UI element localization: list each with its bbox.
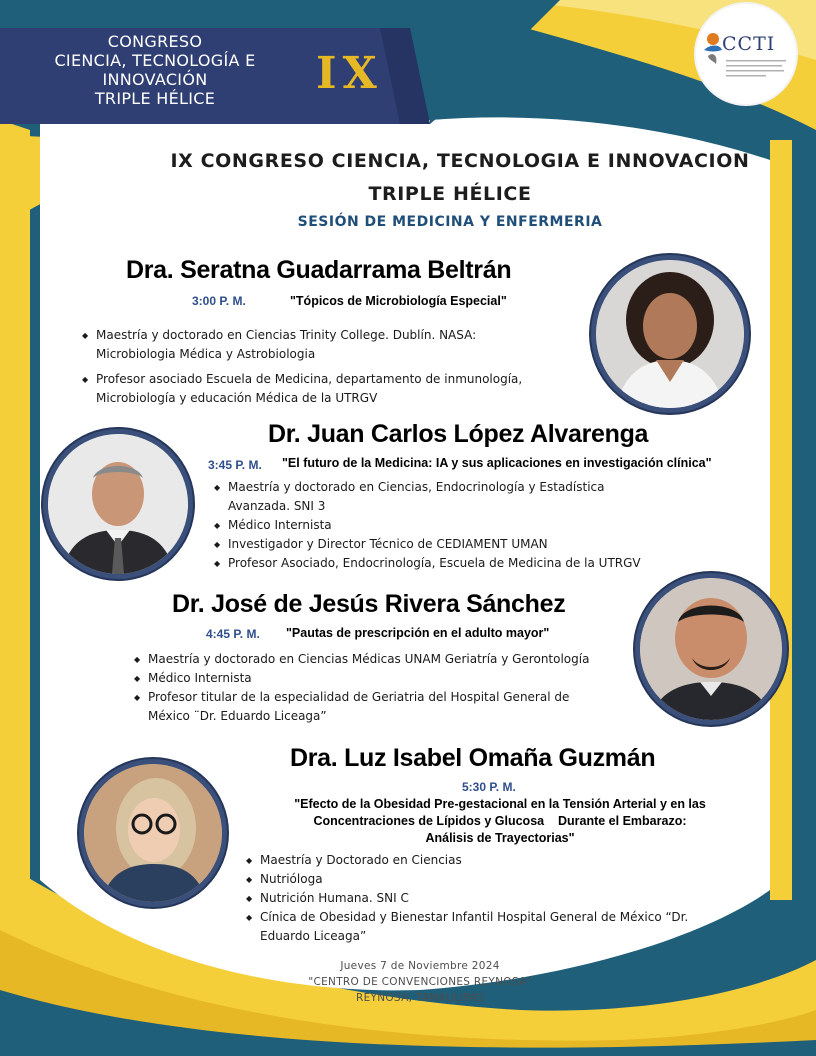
banner-line: INNOVACIÓN: [102, 70, 208, 89]
speaker-credentials: [214, 478, 734, 573]
credential-line: Médico Internista: [148, 671, 252, 685]
speaker-name: Dra. Seratna Guadarrama Beltrán: [126, 256, 512, 284]
credential-line: Cínica de Obesidad y Bienestar Infantil Hospital General de México “Dr.: [260, 910, 689, 924]
list-item: [246, 851, 746, 870]
banner-line: CONGRESO: [107, 32, 203, 51]
list-item: [82, 326, 572, 364]
bullet-icon: ◆: [134, 693, 141, 702]
list-item: [214, 554, 734, 573]
speaker-credentials: [246, 851, 746, 946]
bullet-icon: ◆: [246, 913, 253, 922]
banner-line: TRIPLE HÉLICE: [94, 89, 216, 108]
ccti-mark-icon: [702, 30, 724, 68]
credential-line: Médico Internista: [228, 518, 332, 532]
bullet-icon: ◆: [214, 521, 221, 530]
bullet-icon: ◆: [246, 875, 253, 884]
list-item: [82, 370, 572, 408]
credential-line: Profesor titular de la especialidad de Geriatria del Hospital General de: [148, 690, 570, 704]
speaker-photo: [84, 764, 222, 902]
bullet-icon: ◆: [214, 483, 221, 492]
event-venue: "CENTRO DE CONVENCIONES REYNOSA": [308, 976, 532, 988]
speaker-photo: [640, 578, 782, 720]
credential-line: Nutrición Humana. SNI C: [260, 891, 409, 905]
list-item: [246, 870, 746, 889]
event-title: IX CONGRESO CIENCIA, TECNOLOGIA E INNOVACION: [170, 150, 750, 172]
ccti-logo-text: CCTI: [722, 33, 776, 55]
credential-line: Profesor asociado Escuela de Medicina, departamento de inmunología,: [96, 372, 523, 386]
credential-line: Eduardo Liceaga”: [260, 929, 367, 943]
speaker-photo: [596, 260, 744, 408]
credential-line: Maestría y doctorado en Ciencias Médicas UNAM Geriatría y Gerontología: [148, 652, 590, 666]
credential-line: Microbiología y educación Médica de la UTRGV: [96, 391, 378, 405]
event-subtitle: TRIPLE HÉLICE: [368, 183, 532, 205]
speaker-name: Dr. José de Jesús Rivera Sánchez: [172, 590, 566, 618]
bullet-icon: ◆: [246, 894, 253, 903]
list-item: [246, 889, 746, 908]
talk-time: 3:00 P. M.: [192, 294, 246, 308]
speaker-photo: [48, 434, 188, 574]
list-item: [134, 669, 654, 688]
list-item: [246, 908, 746, 946]
event-city: REYNOSA, TAMAULIPAS: [355, 992, 485, 1004]
credential-line: Maestría y doctorado en Ciencias, Endocrinología y Estadística: [228, 480, 605, 494]
talk-title: "El futuro de la Medicina: IA y sus aplicaciones en investigación clínica": [282, 456, 712, 470]
bullet-icon: ◆: [134, 655, 141, 664]
speaker-name: Dr. Juan Carlos López Alvarenga: [268, 420, 649, 448]
list-item: [134, 688, 654, 726]
speaker-name: Dra. Luz Isabel Omaña Guzmán: [290, 744, 656, 772]
session-title: SESIÓN DE MEDICINA Y ENFERMERIA: [297, 214, 603, 230]
talk-title: "Tópicos de Microbiología Especial": [290, 294, 507, 308]
banner-title: [10, 32, 300, 108]
list-item: [134, 650, 654, 669]
talk-title-line: Concentraciones de Lípidos y Glucosa Durante el Embarazo:: [313, 814, 687, 828]
talk-title-line: "Efecto de la Obesidad Pre-gestacional en la Tensión Arterial y en las: [294, 797, 706, 811]
list-item: [214, 478, 734, 516]
bullet-icon: ◆: [82, 331, 89, 340]
talk-time: 4:45 P. M.: [206, 627, 260, 641]
list-item: [214, 535, 734, 554]
bullet-icon: ◆: [214, 540, 221, 549]
talk-title: "Pautas de prescripción en el adulto mayor": [286, 626, 550, 640]
credential-line: Maestría y Doctorado en Ciencias: [260, 853, 462, 867]
talk-time: 5:30 P. M.: [462, 780, 516, 794]
bullet-icon: ◆: [134, 674, 141, 683]
bullet-icon: ◆: [214, 559, 221, 568]
credential-line: Nutrióloga: [260, 872, 323, 886]
credential-line: Profesor Asociado, Endocrinología, Escuela de Medicina de la UTRGV: [228, 556, 641, 570]
credential-line: Investigador y Director Técnico de CEDIAMENT UMAN: [228, 537, 548, 551]
credential-line: Maestría y doctorado en Ciencias Trinity College. Dublín. NASA:: [96, 328, 477, 342]
credential-line: México ¨Dr. Eduardo Liceaga”: [148, 709, 327, 723]
talk-title: [240, 796, 760, 847]
event-details: [270, 958, 570, 1006]
event-date: Jueves 7 de Noviembre 2024: [340, 960, 500, 972]
banner-line: CIENCIA, TECNOLOGÍA E: [54, 51, 256, 70]
talk-title-line: Análisis de Trayectorias": [425, 831, 575, 845]
talk-time: 3:45 P. M.: [208, 458, 262, 472]
bullet-icon: ◆: [246, 856, 253, 865]
credential-line: Microbiologia Médica y Astrobiologia: [96, 347, 316, 361]
roman-numeral-logo: IX: [316, 48, 383, 99]
ccti-logo-fineprint: [726, 58, 788, 78]
speaker-credentials: [134, 650, 654, 726]
speaker-credentials: [82, 326, 572, 408]
bullet-icon: ◆: [82, 375, 89, 384]
credential-line: Avanzada. SNI 3: [228, 499, 326, 513]
list-item: [214, 516, 734, 535]
